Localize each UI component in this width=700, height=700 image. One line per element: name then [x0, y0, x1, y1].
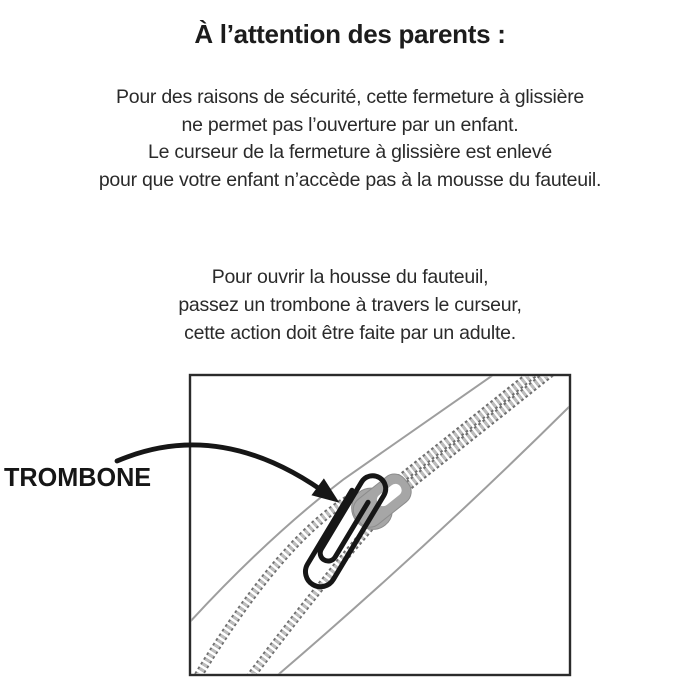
text-line: ne permet pas l’ouverture par un enfant.: [181, 113, 519, 136]
text-line: Pour des raisons de sécurité, cette fermeture à glissière: [115, 86, 585, 108]
document-title: À l’attention des parents :: [194, 19, 506, 49]
text-line: pour que votre enfant n’accède pas à la mousse du fauteuil.: [98, 168, 602, 191]
text-line: cette action doit être faite par un adulte.: [184, 322, 516, 344]
text-line: Le curseur de la fermeture à glissière est enlevé: [148, 141, 552, 163]
text-line: Pour ouvrir la housse du fauteuil,: [211, 266, 489, 288]
trombone-label: TROMBONE: [4, 462, 152, 492]
text-line: passez un trombone à travers le curseur,: [178, 294, 522, 316]
